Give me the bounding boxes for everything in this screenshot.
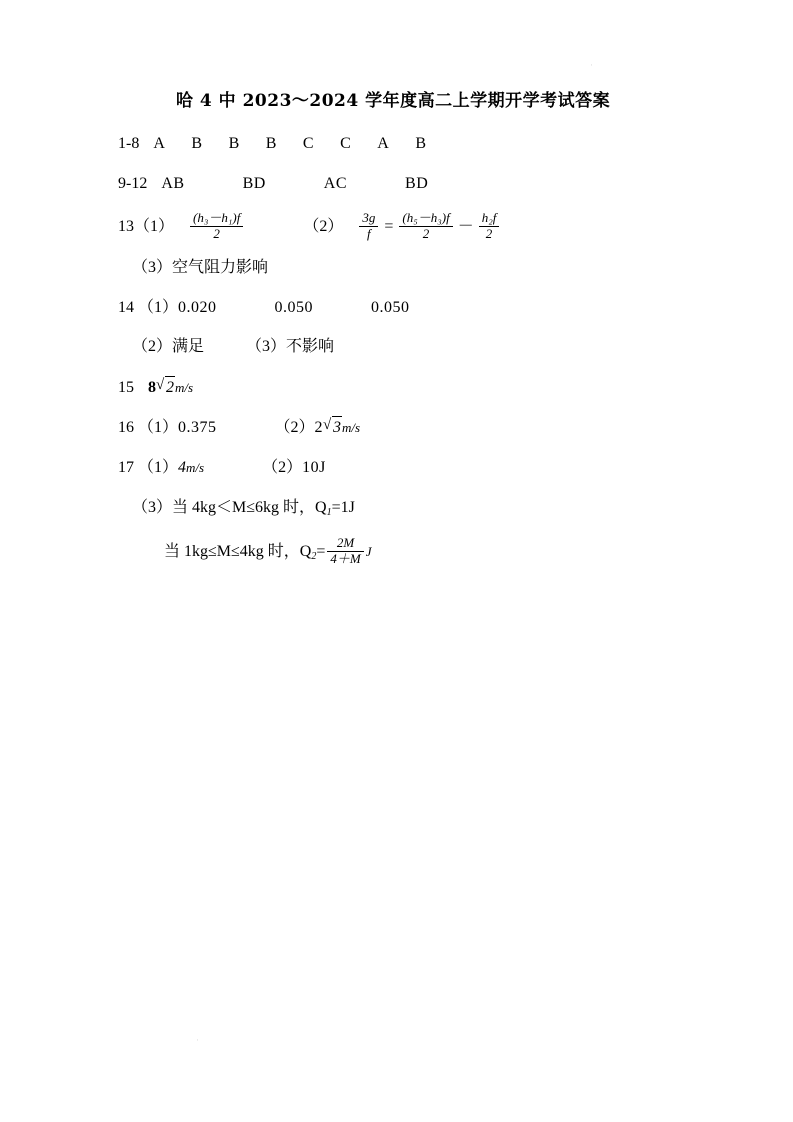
- answer-row-17-4: [118, 537, 678, 568]
- answer-row-9-12: [118, 173, 678, 195]
- q13-part1-fraction: [190, 211, 243, 242]
- answer-row-15: [118, 376, 678, 399]
- q15-unit: m/s: [175, 379, 194, 395]
- q13-part2-term1-fraction: [399, 211, 452, 242]
- q13-part2-label: （2）: [303, 218, 344, 236]
- answer-4: B: [265, 135, 277, 152]
- q13-part2-term2-fraction: [479, 211, 500, 242]
- q17-part4-fraction: [327, 536, 363, 567]
- q14-value-1: 0.020: [178, 298, 217, 316]
- answer-row-17-3: [118, 497, 678, 520]
- answer-5: C: [302, 135, 315, 152]
- q17-part4-q2-subscript: 2: [311, 551, 317, 563]
- answer-row-14-23: [118, 336, 678, 358]
- answer-10: BD: [242, 174, 266, 192]
- q13-part1-numerator: (h₃－h₁)f: [190, 211, 243, 227]
- q13-part1-denominator: 2: [213, 226, 220, 242]
- q17-part3-prefix: （3）当 4kg＜M≤6kg 时，: [132, 498, 316, 516]
- answer-1: A: [153, 135, 166, 152]
- answer-row-14: [118, 297, 678, 319]
- q17-part2-value: 10J: [302, 459, 326, 477]
- q13-part2-lhs-denominator: f: [367, 226, 371, 242]
- q16-part2-label: （2）: [274, 419, 315, 437]
- answer-row-13-3: （3）空气阻力影响: [132, 259, 269, 277]
- q14-part3: （3）不影响: [246, 338, 335, 356]
- page-speck-bottom: ·: [196, 1035, 199, 1045]
- q16-part1-value: 0.375: [178, 419, 217, 437]
- answer-11: AC: [323, 174, 348, 192]
- answer-8: B: [415, 135, 427, 152]
- q16-label: 16 （1）: [118, 419, 179, 437]
- answer-3: B: [228, 135, 240, 152]
- q14-part2: （2）满足: [132, 338, 205, 356]
- q14-value-3: 0.050: [371, 298, 410, 316]
- q15-label: 15: [118, 378, 134, 396]
- q15-radicand: 2: [165, 376, 175, 399]
- q13-part2-term2-numerator: h₂f: [479, 211, 500, 227]
- q13-part2-equals: =: [384, 218, 394, 236]
- q13-part2-lhs-fraction: [359, 211, 378, 242]
- answer-row-1-8: [118, 133, 678, 155]
- q17-part3-q1-subscript: 1: [326, 506, 332, 518]
- q15-coefficient: 8: [148, 378, 156, 396]
- q17-part4-unit: J: [365, 544, 372, 560]
- q15-sqrt: [156, 376, 175, 399]
- q13-part2-term2-denominator: 2: [485, 226, 493, 242]
- q13-part2-term1-numerator: (h₅－h₃)f: [399, 211, 452, 227]
- answer-6: C: [340, 135, 352, 152]
- answer-2: B: [191, 135, 203, 152]
- q14-label: 14 （1）: [118, 298, 179, 316]
- q17-part4-prefix: 当 1kg≤M≤4kg 时，: [164, 543, 300, 561]
- q17-part4-q2: Q: [299, 543, 312, 561]
- answer-row-13: [118, 212, 678, 243]
- q17-part4-numerator: 2M: [327, 536, 363, 552]
- q13-part2-lhs-numerator: 3g: [359, 211, 378, 227]
- q17-part2-label: （2）: [262, 459, 303, 477]
- q14-value-2: 0.050: [274, 298, 314, 316]
- answer-row-9-12-label: 9-12: [118, 174, 148, 192]
- q13-part2-term1-denominator: 2: [422, 226, 430, 242]
- q17-part4-equals: =: [316, 543, 326, 561]
- q16-part2-sqrt: [323, 416, 342, 439]
- q13-label: 13（1）: [118, 218, 175, 236]
- q13-part2-minus: －: [457, 218, 474, 236]
- q17-part3-q1: Q: [315, 498, 327, 516]
- answer-row-1-8-label: 1-8: [118, 135, 140, 152]
- page-speck: ·: [590, 60, 593, 70]
- answer-row-17: [118, 457, 678, 479]
- q17-part1-unit: m/s: [186, 460, 205, 476]
- answer-row-16: [118, 416, 678, 439]
- document-content: [118, 86, 678, 586]
- q17-label: 17 （1）: [118, 459, 179, 477]
- q16-part2-radicand: 3: [332, 416, 342, 439]
- q16-part2-unit: m/s: [342, 420, 361, 436]
- q17-part3-q1-value: =1J: [331, 498, 355, 516]
- q17-part4-denominator: 4＋M: [330, 551, 361, 567]
- answer-9: AB: [161, 174, 185, 192]
- answer-12: BD: [405, 174, 429, 192]
- answer-7: A: [377, 135, 390, 152]
- page-title: 哈 4 中 2023～2024 学年度高二上学期开学考试答案: [176, 91, 611, 111]
- q16-part2-coefficient: 2: [314, 419, 324, 437]
- q17-part1-value: 4: [178, 459, 187, 477]
